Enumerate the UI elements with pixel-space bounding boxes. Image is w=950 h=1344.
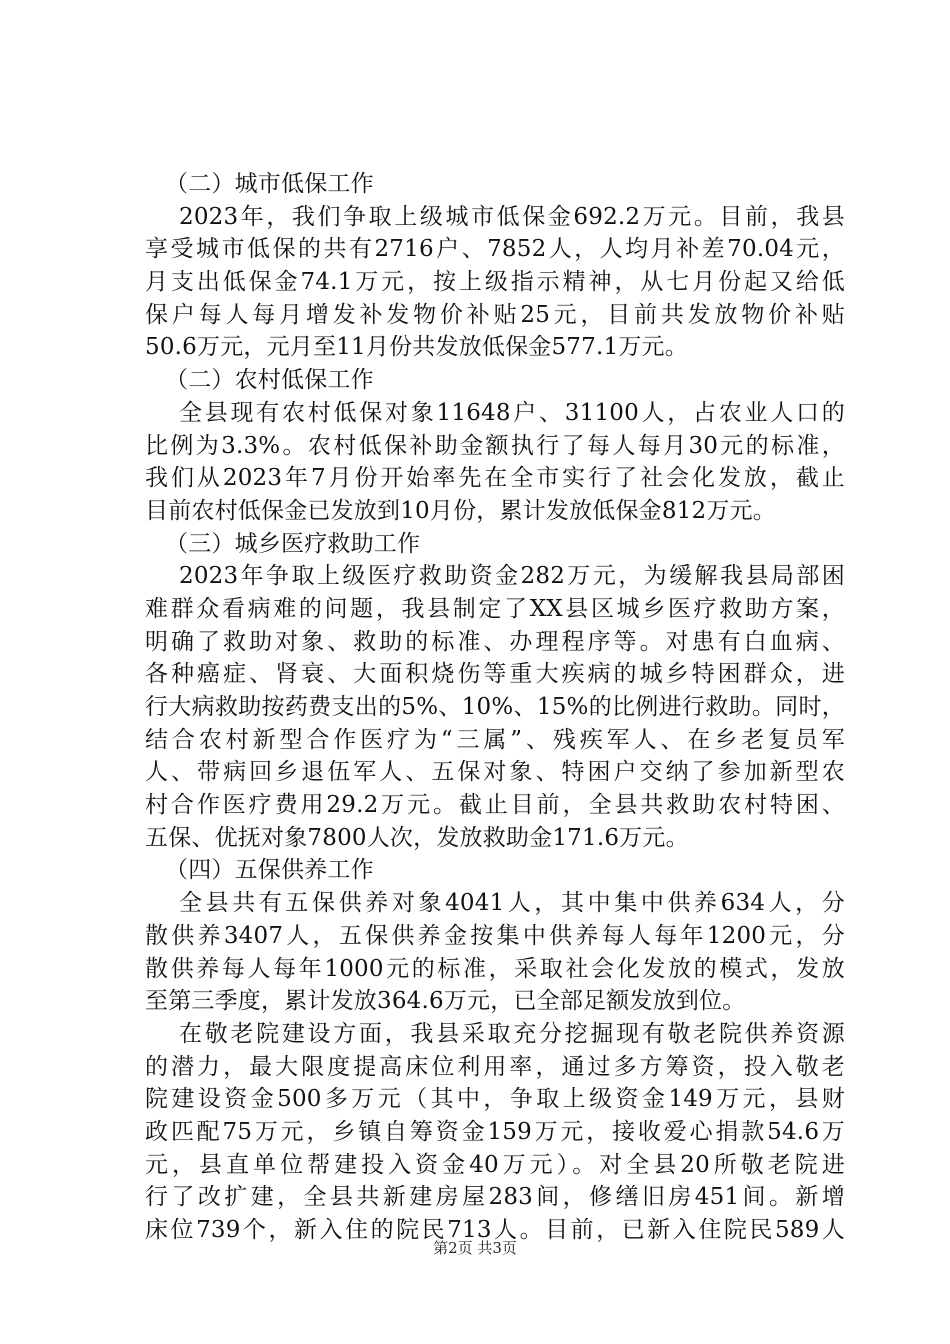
text-line: 目前农村低保金已发放到10月份，累计发放低保金812万元。	[145, 497, 776, 524]
text-line: 享受城市低保的共有2716户、7852人，人均月补差70.04元，	[145, 236, 845, 263]
text-line: 人、带病回乡退伍军人、五保对象、特困户交纳了参加新型农	[145, 759, 845, 786]
page-footer: 第2页 共3页	[433, 1239, 517, 1257]
section-heading: （二）农村低保工作	[165, 367, 374, 394]
text-line: 我们从2023年7月份开始率先在全市实行了社会化发放，截止	[145, 465, 845, 492]
text-line: 五保、优抚对象7800人次，发放救助金171.6万元。	[145, 824, 689, 851]
text-line: 2023年争取上级医疗救助资金282万元，为缓解我县局部困	[179, 563, 845, 590]
text-line: 50.6万元，元月至11月份共发放低保金577.1万元。	[145, 334, 688, 361]
text-line: 散供养每人每年1000元的标准，采取社会化发放的模式，发放	[145, 955, 845, 982]
text-line: 比例为3.3%。农村低保补助金额执行了每人每月30元的标准，	[145, 432, 845, 459]
text-line: 至第三季度，累计发放364.6万元，已全部足额发放到位。	[145, 988, 746, 1015]
text-line: 床位739个，新入住的院民713人。目前，已新入住院民589人	[145, 1217, 845, 1243]
text-line: 2023年，我们争取上级城市低保金692.2万元。目前，我县	[179, 203, 845, 230]
text-line: 的潜力，最大限度提高床位利用率，通过多方筹资，投入敬老	[145, 1053, 845, 1080]
text-line: 散供养3407人，五保供养金按集中供养每人每年1200元，分	[145, 922, 845, 949]
section-heading: （二）城市低保工作	[165, 171, 374, 197]
text-line: 在敬老院建设方面，我县采取充分挖掘现有敬老院供养资源	[179, 1020, 845, 1047]
document-body	[145, 168, 845, 1247]
text-line: 行大病救助按药费支出的5%、10%、15%的比例进行救助。同时，	[145, 694, 845, 720]
text-line: 难群众看病难的问题，我县制定了XX县区城乡医疗救助方案，	[145, 595, 845, 622]
text-line: 结合农村新型合作医疗为“三属”、残疾军人、在乡老复员军	[145, 726, 845, 753]
text-line: 保户每人每月增发补发物价补贴25元，目前共发放物价补贴	[145, 301, 845, 328]
text-line: 月支出低保金74.1万元，按上级指示精神，从七月份起又给低	[145, 269, 845, 296]
text-line: 明确了救助对象、救助的标准、办理程序等。对患有白血病、	[145, 628, 845, 655]
text-line: 全县现有农村低保对象11648户、31100人，占农业人口的	[179, 399, 845, 426]
section-heading: （三）城乡医疗救助工作	[165, 530, 421, 557]
text-line: 各种癌症、肾衰、大面积烧伤等重大疾病的城乡特困群众，进	[145, 661, 845, 688]
section-heading: （四）五保供养工作	[165, 857, 374, 884]
text-line: 元，县直单位帮建投入资金40万元）。对全县20所敬老院进	[145, 1151, 845, 1178]
text-line: 院建设资金500多万元（其中，争取上级资金149万元，县财	[145, 1086, 845, 1113]
text-line: 村合作医疗费用29.2万元。截止目前，全县共救助农村特困、	[145, 792, 845, 819]
text-line: 全县共有五保供养对象4041人，其中集中供养634人，分	[179, 890, 845, 917]
text-line: 行了改扩建，全县共新建房屋283间，修缮旧房451间。新增	[145, 1184, 845, 1211]
text-line: 政匹配75万元，乡镇自筹资金159万元，接收爱心捐款54.6万	[145, 1118, 845, 1145]
